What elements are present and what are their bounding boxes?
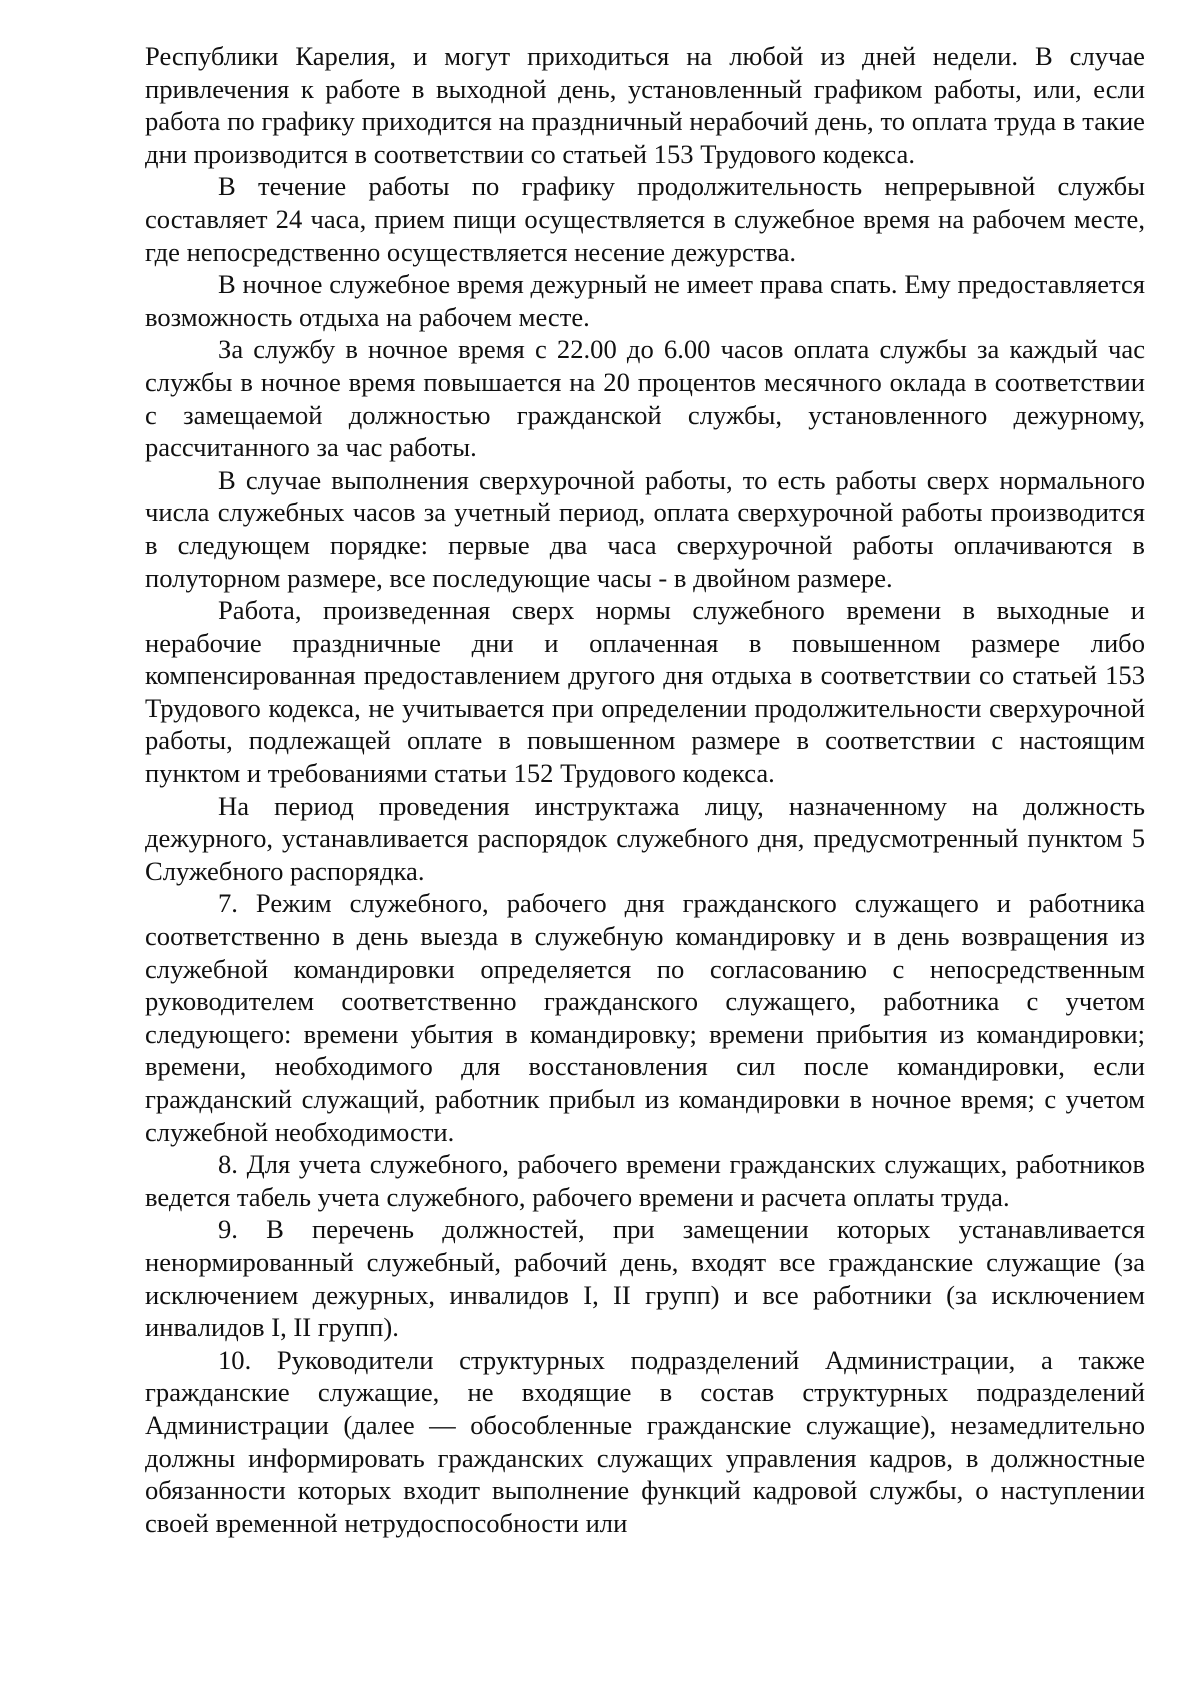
paragraph-item-8: 8. Для учета служебного, рабочего времени гражданских служащих, работников ведется табель учета служебного, рабочего времени и расчета оплаты труда. [145, 1149, 1145, 1212]
paragraph-item-9: 9. В перечень должностей, при замещении которых устанавливается ненормированный служебный, рабочий день, входят все гражданские служащие (за исключением дежурных, инвалидов I, II групп) и все работники (за исключением инвалидов I, II групп). [145, 1214, 1145, 1343]
paragraph-holiday-work: Работа, произведенная сверх нормы служебного времени в выходные и нерабочие праздничные дни и оплаченная в повышенном размере либо компенсированная предоставлением другого дня отдыха в соответствии со статьей 153 Трудового кодекса, не учитывается при определении продолжительности сверхурочной работы, подлежащей оплате в повышенном размере в соответствии с настоящим пунктом и требованиями статьи 152 Трудового кодекса. [145, 595, 1145, 789]
paragraph-overtime-pay: В случае выполнения сверхурочной работы, то есть работы сверх нормального числа служебных часов за учетный период, оплата сверхурочной работы производится в следующем порядке: первые два часа сверхурочной работы оплачиваются в полуторном размере, все последующие часы - в двойном размере. [145, 464, 1145, 593]
paragraph-briefing: На период проведения инструктажа лицу, назначенному на должность дежурного, устанавливается распорядок служебного дня, предусмотренный пунктом 5 Служебного распорядка. [145, 790, 1145, 886]
paragraph-item-10: 10. Руководители структурных подразделений Администрации, а также гражданские служащие, не входящие в состав структурных подразделений Администрации (далее — обособленные гражданские служащие), незамедлительно должны информировать гражданских служащих управления кадров, в должностные обязанности которых входит выполнение функций кадровой службы, о наступлении своей временной нетрудоспособности или [145, 1344, 1145, 1538]
paragraph-night-rest: В ночное служебное время дежурный не имеет права спать. Ему предоставляется возможность отдыха на рабочем месте. [145, 269, 1145, 332]
document-page [145, 40, 1145, 1539]
paragraph-continuation: Республики Карелия, и могут приходиться на любой из дней недели. В случае привлечения к работе в выходной день, установленный графиком работы, или, если работа по графику приходится на праздничный нерабочий день, то оплата труда в такие дни производится в соответствии со статьей 153 Трудового кодекса. [145, 41, 1145, 169]
paragraph-continuous-service: В течение работы по графику продолжительность непрерывной службы составляет 24 часа, прием пищи осуществляется в служебное время на рабочем месте, где непосредственно осуществляется несение дежурства. [145, 171, 1145, 267]
paragraph-night-pay: За службу в ночное время с 22.00 до 6.00 часов оплата службы за каждый час службы в ночное время повышается на 20 процентов месячного оклада в соответствии с замещаемой должностью гражданской службы, установленного дежурному, рассчитанного за час работы. [145, 334, 1145, 463]
paragraph-item-7: 7. Режим служебного, рабочего дня гражданского служащего и работника соответственно в день выезда в служебную командировку и в день возвращения из служебной командировки определяется по согласованию с непосредственным руководителем соответственно гражданского служащего, работника с учетом следующего: времени убытия в командировку; времени прибытия из командировки; времени, необходимого для восстановления сил после командировки, если гражданский служащий, работник прибыл из командировки в ночное время; с учетом служебной необходимости. [145, 888, 1145, 1147]
